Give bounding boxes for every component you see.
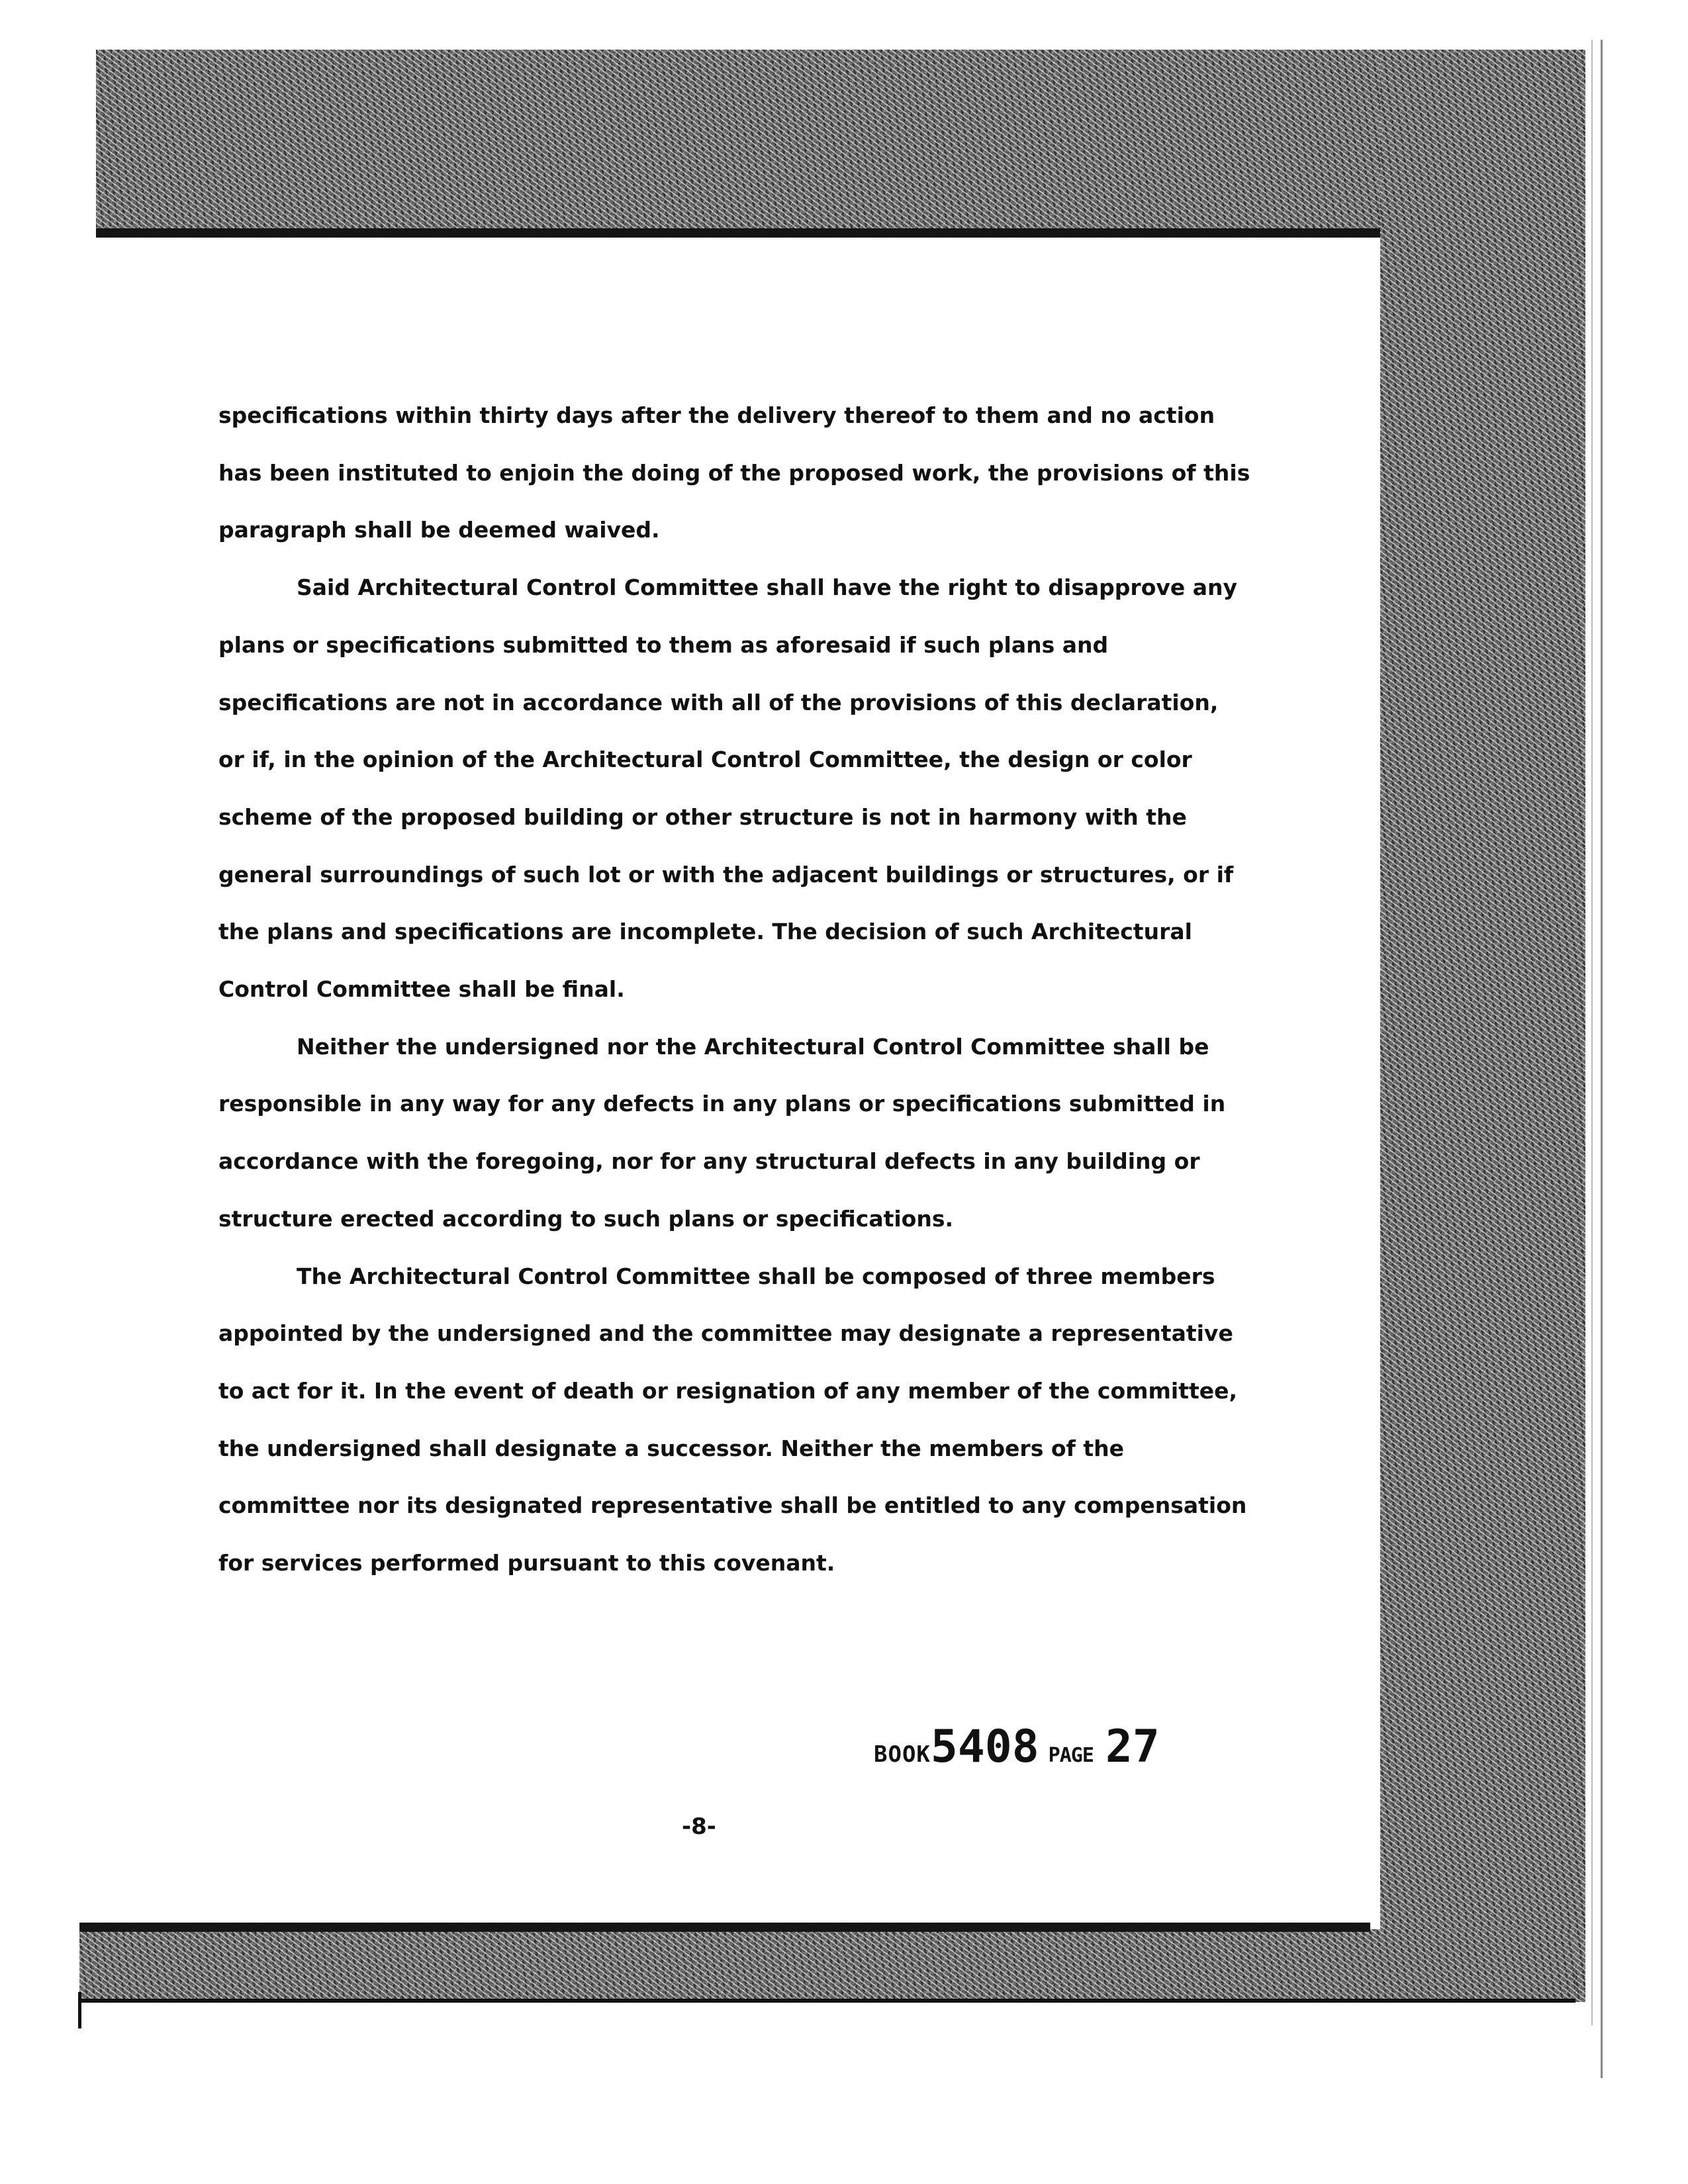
scan-border-bottom-edge — [79, 1923, 1370, 1932]
book-page-stamp — [874, 1721, 1160, 1773]
paragraph-committee-composition: The Architectural Control Committee shall be composed of three members appointed by the undersigned and the committee may designate a representative to act for it. In the event of death or resignation of any member of the committee, the undersigned shall designate a successor. Neither the members of the committee nor its designated representative shall be entitled to any compensation for services performed pursuant to this covenant. — [218, 1263, 1247, 1576]
page-number: -8- — [682, 1813, 716, 1840]
paragraph-liability: Neither the undersigned nor the Architectural Control Committee shall be responsible in any way for any defects in any plans or specifications submitted in accordance with the foregoing, nor for any structural defects in any building or structure erected according to such plans or specifications. — [218, 1033, 1226, 1232]
scan-border-top-edge — [96, 228, 1380, 238]
book-number: 5408 — [930, 1721, 1039, 1773]
paragraph-disapproval-right: Said Architectural Control Committee shall have the right to disapprove any plans or specifications submitted to them as aforesaid if such plans and specifications are not in accordance with all of the provisions of this declaration, or if, in the opinion of the Architectural Control Committee, the design or color scheme of the proposed building or other structure is not in harmony with the general surroundings of such lot or with the adjacent buildings or structures, or if the plans and specifications are incomplete. The decision of such Architectural Control Committee shall be final. — [218, 574, 1238, 1003]
paragraph-continuation: specifications within thirty days after the delivery thereof to them and no action has been instituted to enjoin the doing of the proposed work, the provisions of this paragraph shall be deemed waived. — [218, 402, 1250, 543]
page-label: PAGE — [1048, 1744, 1094, 1767]
scan-border-bottom-line — [79, 1999, 1575, 2003]
scan-border-right — [1380, 50, 1585, 2002]
book-page-number: 27 — [1105, 1721, 1160, 1773]
scan-border-top — [96, 50, 1585, 235]
document-body — [218, 387, 1251, 1592]
scan-border-bottom — [79, 1929, 1575, 2002]
book-prefix: BOOK — [874, 1741, 931, 1768]
scan-right-rule — [1601, 40, 1603, 2078]
scan-right-rule-inner — [1591, 40, 1593, 2025]
scan-border-left-tick — [78, 1992, 81, 2028]
